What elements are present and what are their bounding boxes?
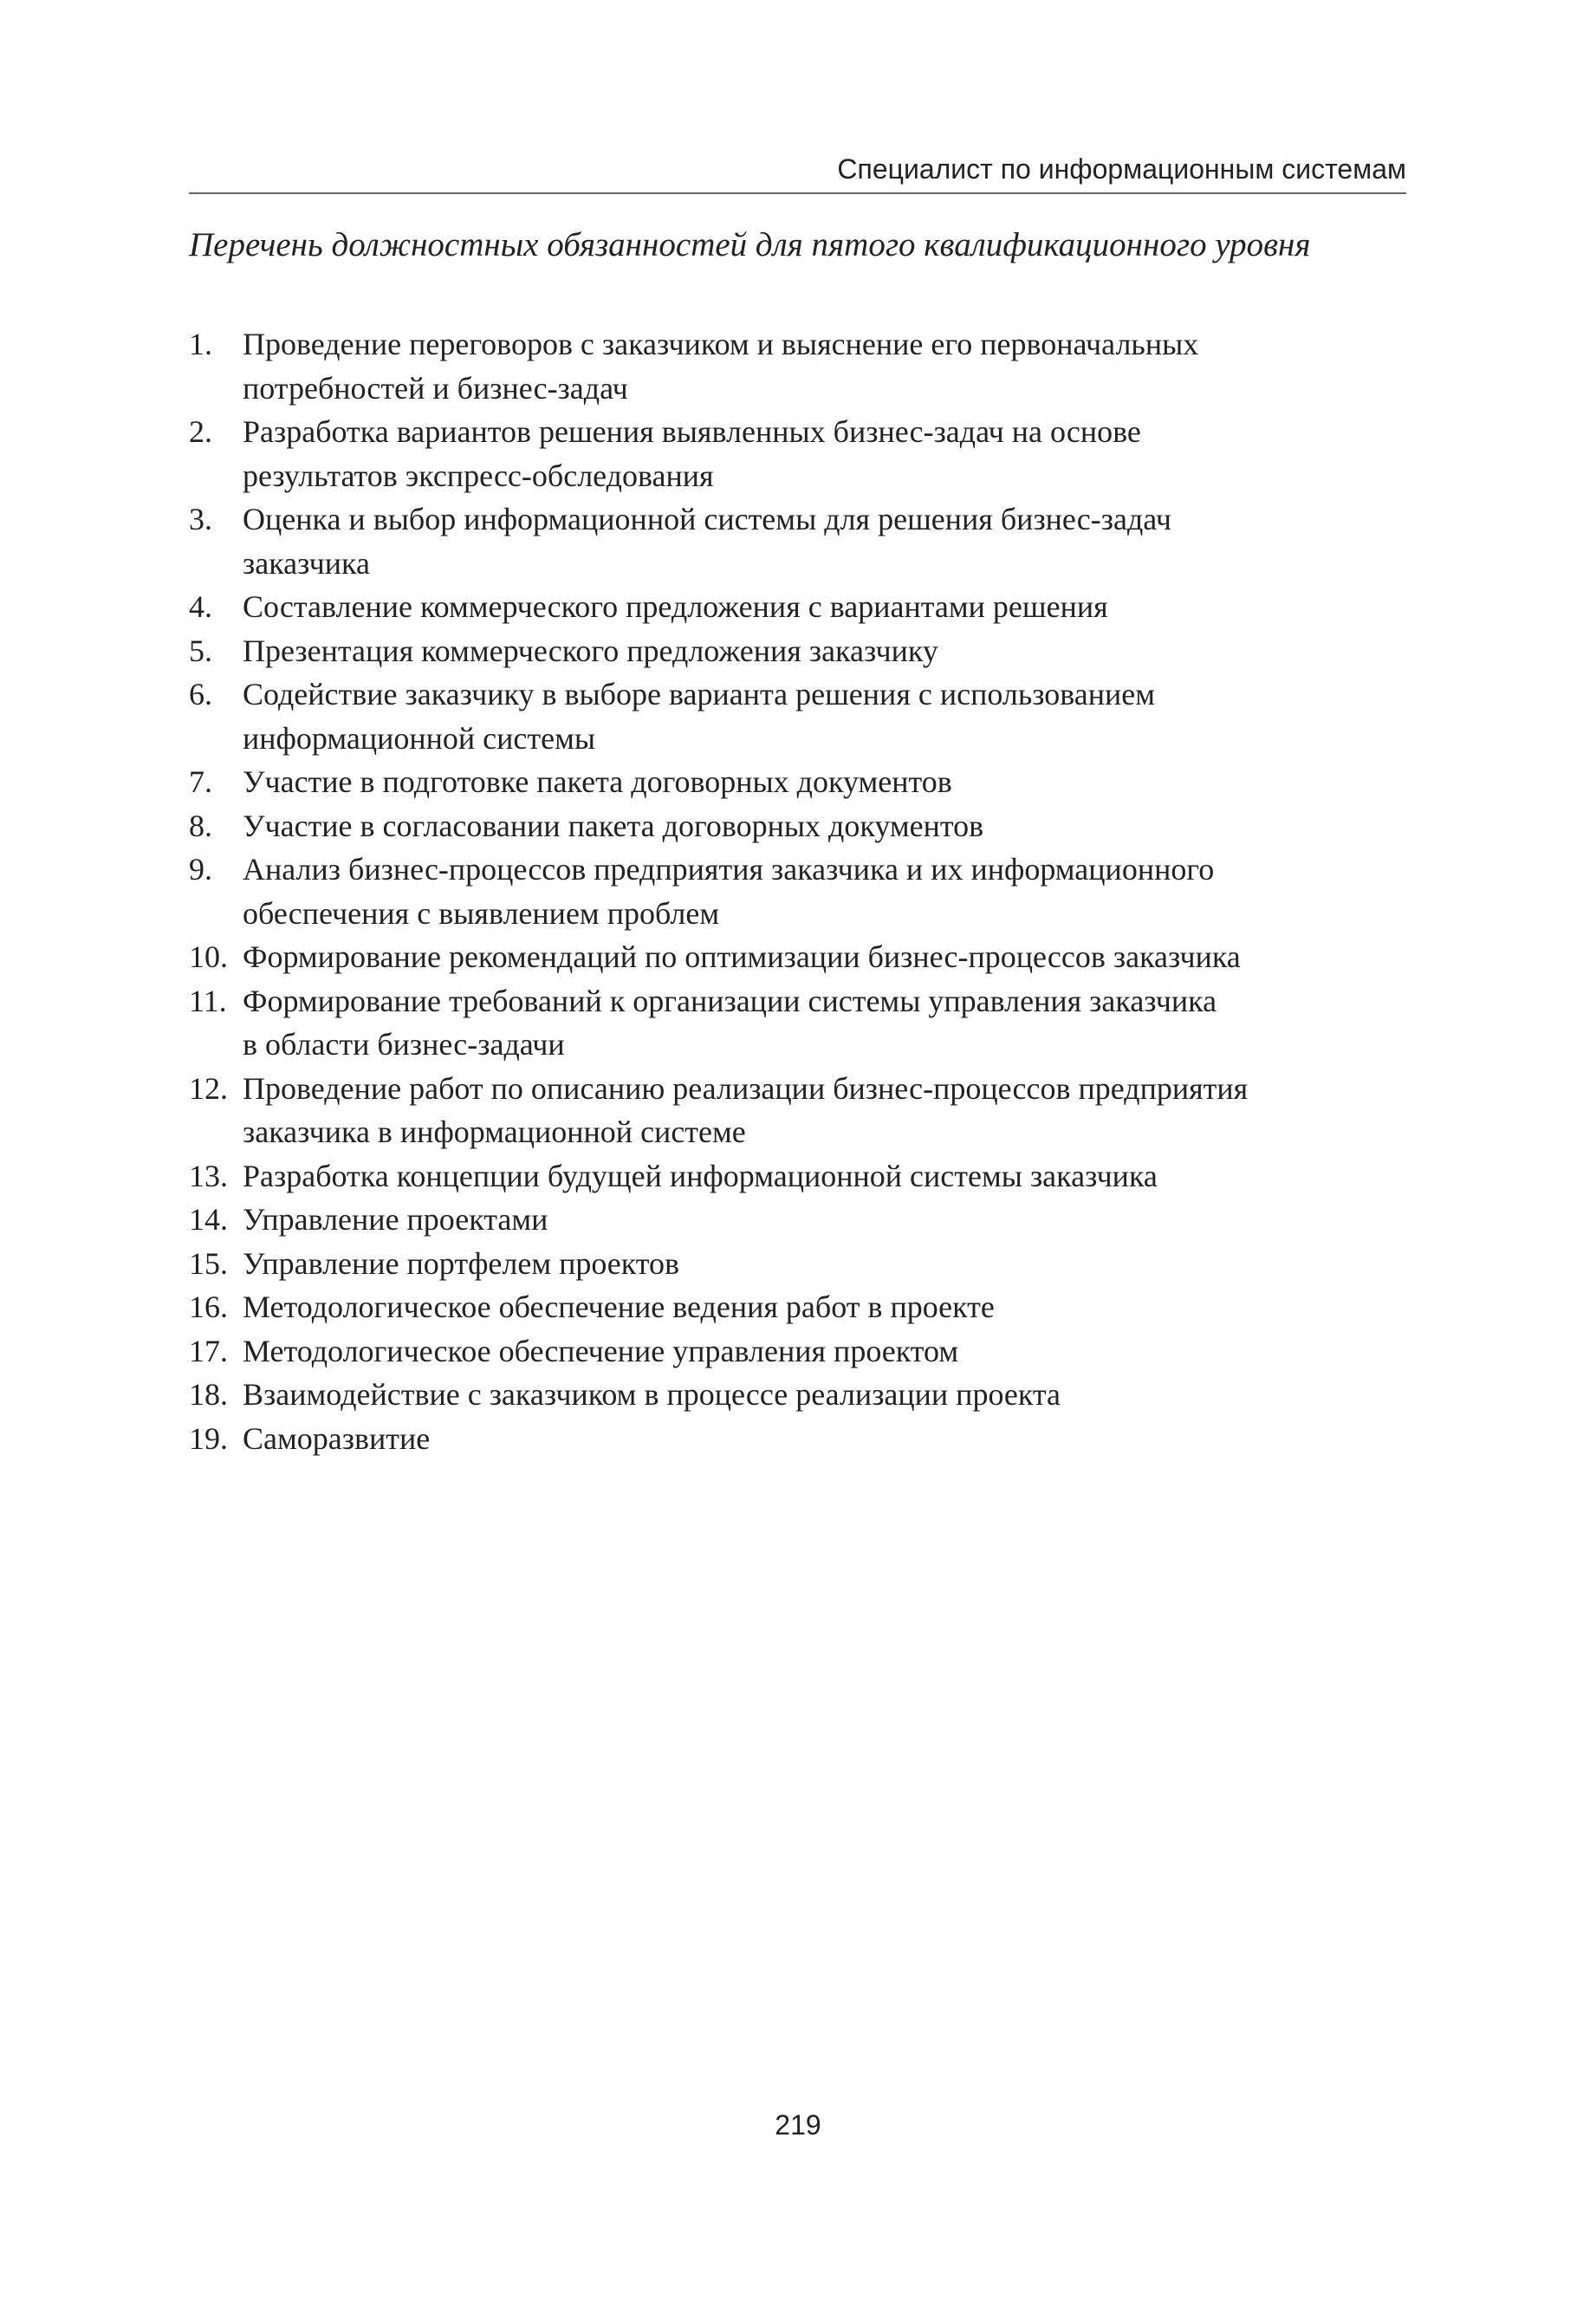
- duty-item: [189, 322, 1406, 410]
- duty-text-line: потребностей и бизнес-задач: [243, 370, 628, 406]
- duty-number: 8.: [189, 808, 212, 843]
- running-header: [189, 149, 1406, 194]
- duty-number: 4.: [189, 589, 212, 624]
- duty-number: 18.: [189, 1377, 228, 1412]
- duty-number: 14.: [189, 1202, 228, 1237]
- duty-number: 6.: [189, 677, 212, 711]
- duty-item: [189, 1329, 1406, 1374]
- duty-number: 7.: [189, 764, 212, 799]
- duty-text-line: Проведение переговоров с заказчиком и выяснение его первоначальных: [243, 327, 1199, 361]
- duties-list: [189, 322, 1406, 1460]
- duty-item: [189, 629, 1406, 673]
- running-header-title: Специалист по информационным системам: [837, 153, 1406, 185]
- duty-number: 15.: [189, 1245, 228, 1281]
- duty-text-line: Формирование требований к организации системы управления заказчика: [243, 983, 1217, 1018]
- duty-item: [189, 585, 1406, 629]
- duty-item: [189, 1417, 1406, 1461]
- duty-text-line: информационной системы: [243, 720, 596, 756]
- duty-text-line: результатов экспресс-обследования: [243, 458, 714, 493]
- duty-number: 19.: [189, 1420, 228, 1456]
- duty-item: [189, 672, 1406, 760]
- duty-number: 16.: [189, 1290, 228, 1324]
- duty-text-line: Взаимодействие с заказчиком в процессе реализации проекта: [243, 1377, 1061, 1412]
- duty-text-line: обеспечения с выявлением проблем: [243, 895, 720, 931]
- duty-item: [189, 1067, 1406, 1154]
- duty-item: [189, 1373, 1406, 1417]
- duty-text-line: Проведение работ по описанию реализации бизнес-процессов предприятия: [243, 1070, 1249, 1106]
- duty-item: [189, 848, 1406, 935]
- duty-text-line: Участие в подготовке пакета договорных документов: [243, 764, 952, 799]
- section-title: Перечень должностных обязанностей для пятого квалификационного уровня: [189, 226, 1311, 263]
- duty-text-line: Разработка концепции будущей информационной системы заказчика: [243, 1158, 1158, 1193]
- duty-item: [189, 1154, 1406, 1199]
- duty-number: 17.: [189, 1333, 228, 1368]
- page-number: 219: [775, 2109, 821, 2141]
- duty-number: 2.: [189, 414, 212, 449]
- duty-item: [189, 1198, 1406, 1242]
- duty-number: 11.: [189, 983, 227, 1018]
- duty-text-line: Методологическое обеспечение ведения работ в проекте: [243, 1290, 995, 1324]
- duty-number: 12.: [189, 1070, 228, 1106]
- duty-item: [189, 804, 1406, 848]
- duty-number: 13.: [189, 1158, 228, 1193]
- duty-text-line: заказчика: [243, 545, 370, 581]
- duty-text-line: Оценка и выбор информационной системы для решения бизнес-задач: [243, 502, 1171, 536]
- duty-item: [189, 1285, 1406, 1329]
- duty-item: [189, 979, 1406, 1067]
- duty-number: 10.: [189, 939, 228, 974]
- duty-item: [189, 497, 1406, 585]
- duty-text-line: Содействие заказчику в выборе варианта решения с использованием: [243, 677, 1156, 711]
- duty-text-line: Формирование рекомендаций по оптимизации бизнес-процессов заказчика: [243, 939, 1241, 974]
- duty-text-line: в области бизнес-задачи: [243, 1027, 565, 1062]
- duty-text-line: Участие в согласовании пакета договорных документов: [243, 808, 984, 843]
- duty-item: [189, 410, 1406, 497]
- duty-text-line: Презентация коммерческого предложения заказчику: [243, 633, 938, 668]
- duty-item: [189, 1242, 1406, 1286]
- duty-text-line: заказчика в информационной системе: [243, 1114, 746, 1149]
- duty-number: 5.: [189, 633, 212, 668]
- duty-number: 3.: [189, 502, 212, 536]
- duty-text-line: Составление коммерческого предложения с вариантами решения: [243, 589, 1108, 624]
- duty-text-line: Методологическое обеспечение управления проектом: [243, 1333, 959, 1368]
- duty-number: 9.: [189, 852, 212, 887]
- duty-text-line: Управление проектами: [243, 1202, 548, 1237]
- duty-item: [189, 935, 1406, 979]
- duty-text-line: Анализ бизнес-процессов предприятия заказчика и их информационного: [243, 852, 1215, 887]
- duty-text-line: Разработка вариантов решения выявленных бизнес-задач на основе: [243, 414, 1141, 449]
- duty-item: [189, 760, 1406, 804]
- duty-text-line: Управление портфелем проектов: [243, 1245, 680, 1281]
- duty-number: 1.: [189, 327, 212, 361]
- duty-text-line: Саморазвитие: [243, 1420, 431, 1456]
